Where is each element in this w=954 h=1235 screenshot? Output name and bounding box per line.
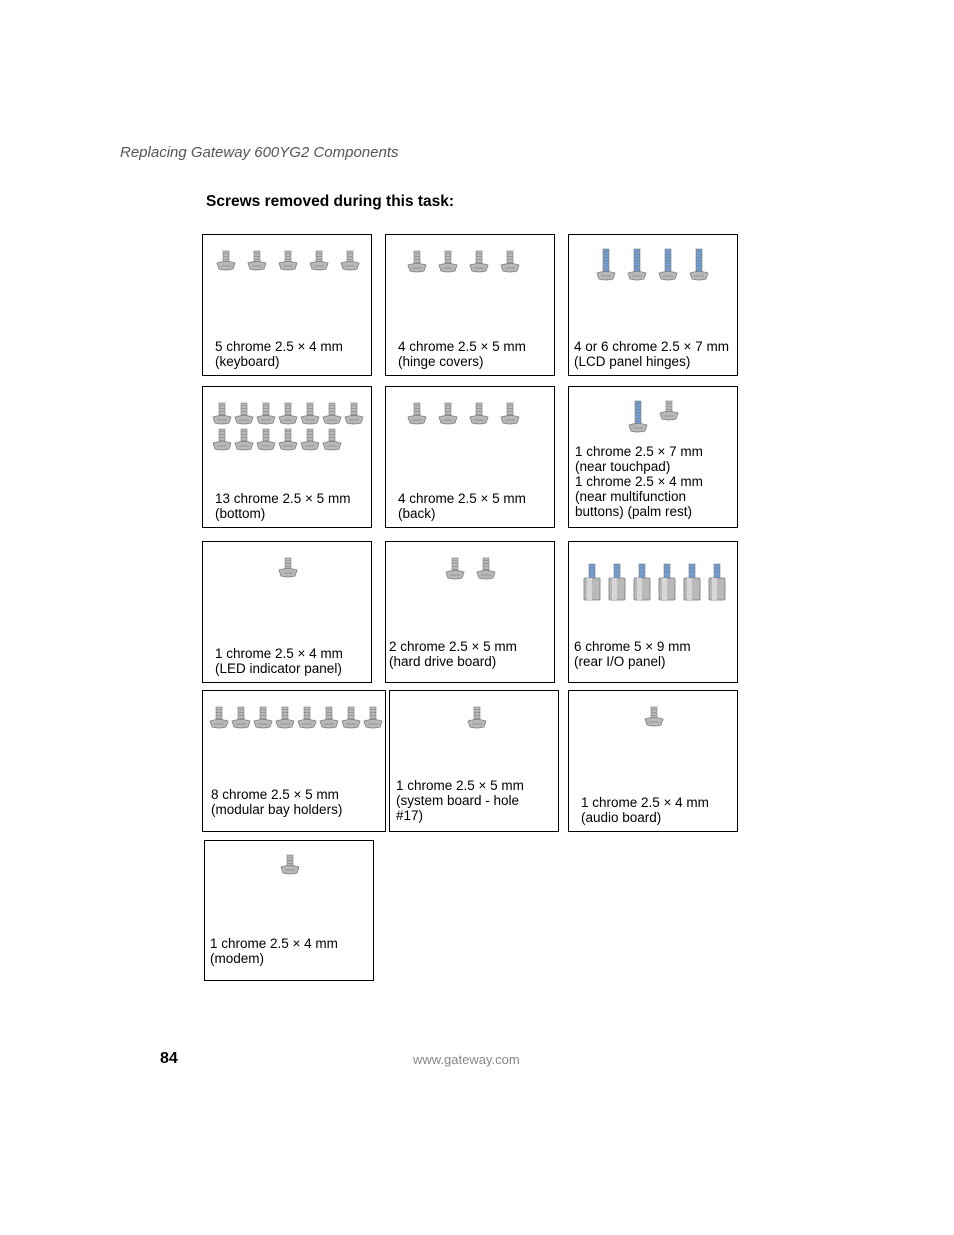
screw-icon: [277, 427, 299, 451]
screw-icon: [658, 399, 680, 421]
panel-caption: 1 chrome 2.5 × 4 mm (LED indicator panel): [215, 646, 343, 676]
screw-icon: [211, 427, 233, 451]
screw-illustrations: [215, 249, 361, 271]
section-heading: Screws removed during this task:: [206, 193, 455, 210]
screw-panel-palm-rest: [568, 386, 738, 528]
screw-icon: [362, 705, 384, 729]
screw-icon: [437, 401, 459, 425]
screw-illustrations: [279, 853, 301, 875]
screw-icon: [233, 401, 255, 425]
panel-caption: 5 chrome 2.5 × 4 mm (keyboard): [215, 339, 343, 369]
screw-icon: [277, 401, 299, 425]
panel-caption: 1 chrome 2.5 × 5 mm (system board - hole #17): [396, 778, 524, 823]
screw-illustrations: [466, 705, 488, 729]
screw-icon: [246, 249, 268, 271]
screw-icon: [230, 705, 252, 729]
screw-panel-system-board: [389, 690, 559, 832]
screw-icon: [299, 427, 321, 451]
screw-illustrations: [208, 705, 384, 729]
screw-icon: [279, 853, 301, 875]
screw-icon: [255, 427, 277, 451]
screw-illustrations: [643, 705, 665, 727]
screw-icon: [626, 247, 648, 281]
screw-panel-audio-board: [568, 690, 738, 832]
screw-icon: [475, 556, 497, 580]
screw-icon: [277, 556, 299, 578]
screw-panel-back: [385, 386, 555, 528]
screw-icon: [406, 401, 428, 425]
screw-icon: [468, 249, 490, 273]
screw-icon: [274, 705, 296, 729]
screw-panel-hard-drive-board: [385, 541, 555, 683]
panel-caption: 1 chrome 2.5 × 4 mm (audio board): [581, 795, 709, 825]
screw-icon: [208, 705, 230, 729]
screw-panel-hinge-covers: [385, 234, 555, 376]
screw-panel-lcd-hinges: [568, 234, 738, 376]
screw-illustrations: [406, 249, 521, 273]
screw-panel-led-indicator: [202, 541, 372, 683]
panel-caption: 4 or 6 chrome 2.5 × 7 mm (LCD panel hinges): [574, 339, 729, 369]
panel-caption: 2 chrome 2.5 × 5 mm (hard drive board): [389, 639, 517, 669]
screw-icon: [643, 705, 665, 727]
panel-caption: 6 chrome 5 × 9 mm (rear I/O panel): [574, 639, 691, 669]
screw-illustrations: [211, 401, 369, 451]
screw-icon: [299, 401, 321, 425]
screw-icon: [657, 247, 679, 281]
panel-caption: 4 chrome 2.5 × 5 mm (back): [398, 491, 526, 521]
panel-caption: 8 chrome 2.5 × 5 mm (modular bay holders): [211, 787, 343, 817]
screw-icon: [681, 562, 703, 602]
screw-icon: [339, 249, 361, 271]
screw-icon: [343, 401, 365, 425]
screw-icon: [296, 705, 318, 729]
running-header: Replacing Gateway 600YG2 Components: [120, 144, 399, 161]
screw-icon: [499, 249, 521, 273]
screw-icon: [211, 401, 233, 425]
panel-caption: 1 chrome 2.5 × 4 mm (modem): [210, 936, 338, 966]
screw-icon: [255, 401, 277, 425]
screw-icon: [233, 427, 255, 451]
screw-icon: [277, 249, 299, 271]
screw-icon: [468, 401, 490, 425]
screw-icon: [321, 401, 343, 425]
screw-icon: [308, 249, 330, 271]
screw-illustrations: [627, 399, 680, 433]
screw-icon: [656, 562, 678, 602]
screw-illustrations: [277, 556, 299, 578]
screw-icon: [688, 247, 710, 281]
screw-icon: [252, 705, 274, 729]
screw-illustrations: [581, 562, 731, 602]
screw-icon: [406, 249, 428, 273]
screw-panel-modular-bay: [202, 690, 386, 832]
screw-illustrations: [595, 247, 710, 281]
screw-icon: [444, 556, 466, 580]
screw-icon: [631, 562, 653, 602]
panel-caption: 4 chrome 2.5 × 5 mm (hinge covers): [398, 339, 526, 369]
screw-icon: [318, 705, 340, 729]
panel-caption: 1 chrome 2.5 × 7 mm (near touchpad) 1 chrome 2.5 × 4 mm (near multifunction buttons) (palm rest): [575, 444, 703, 519]
screw-icon: [606, 562, 628, 602]
panel-caption: 13 chrome 2.5 × 5 mm (bottom): [215, 491, 351, 521]
screw-panel-bottom: [202, 386, 372, 528]
screw-icon: [321, 427, 343, 451]
screw-panel-keyboard: [202, 234, 372, 376]
screw-icon: [706, 562, 728, 602]
screw-panel-rear-io: [568, 541, 738, 683]
screw-panel-modem: [204, 840, 374, 981]
screw-icon: [627, 399, 649, 433]
screw-icon: [581, 562, 603, 602]
screw-icon: [595, 247, 617, 281]
footer-url: www.gateway.com: [413, 1052, 520, 1067]
screw-icon: [437, 249, 459, 273]
screw-icon: [466, 705, 488, 729]
screw-illustrations: [444, 556, 497, 580]
screw-icon: [340, 705, 362, 729]
screw-icon: [499, 401, 521, 425]
page-number: 84: [160, 1050, 178, 1067]
screw-icon: [215, 249, 237, 271]
screw-illustrations: [406, 401, 521, 425]
